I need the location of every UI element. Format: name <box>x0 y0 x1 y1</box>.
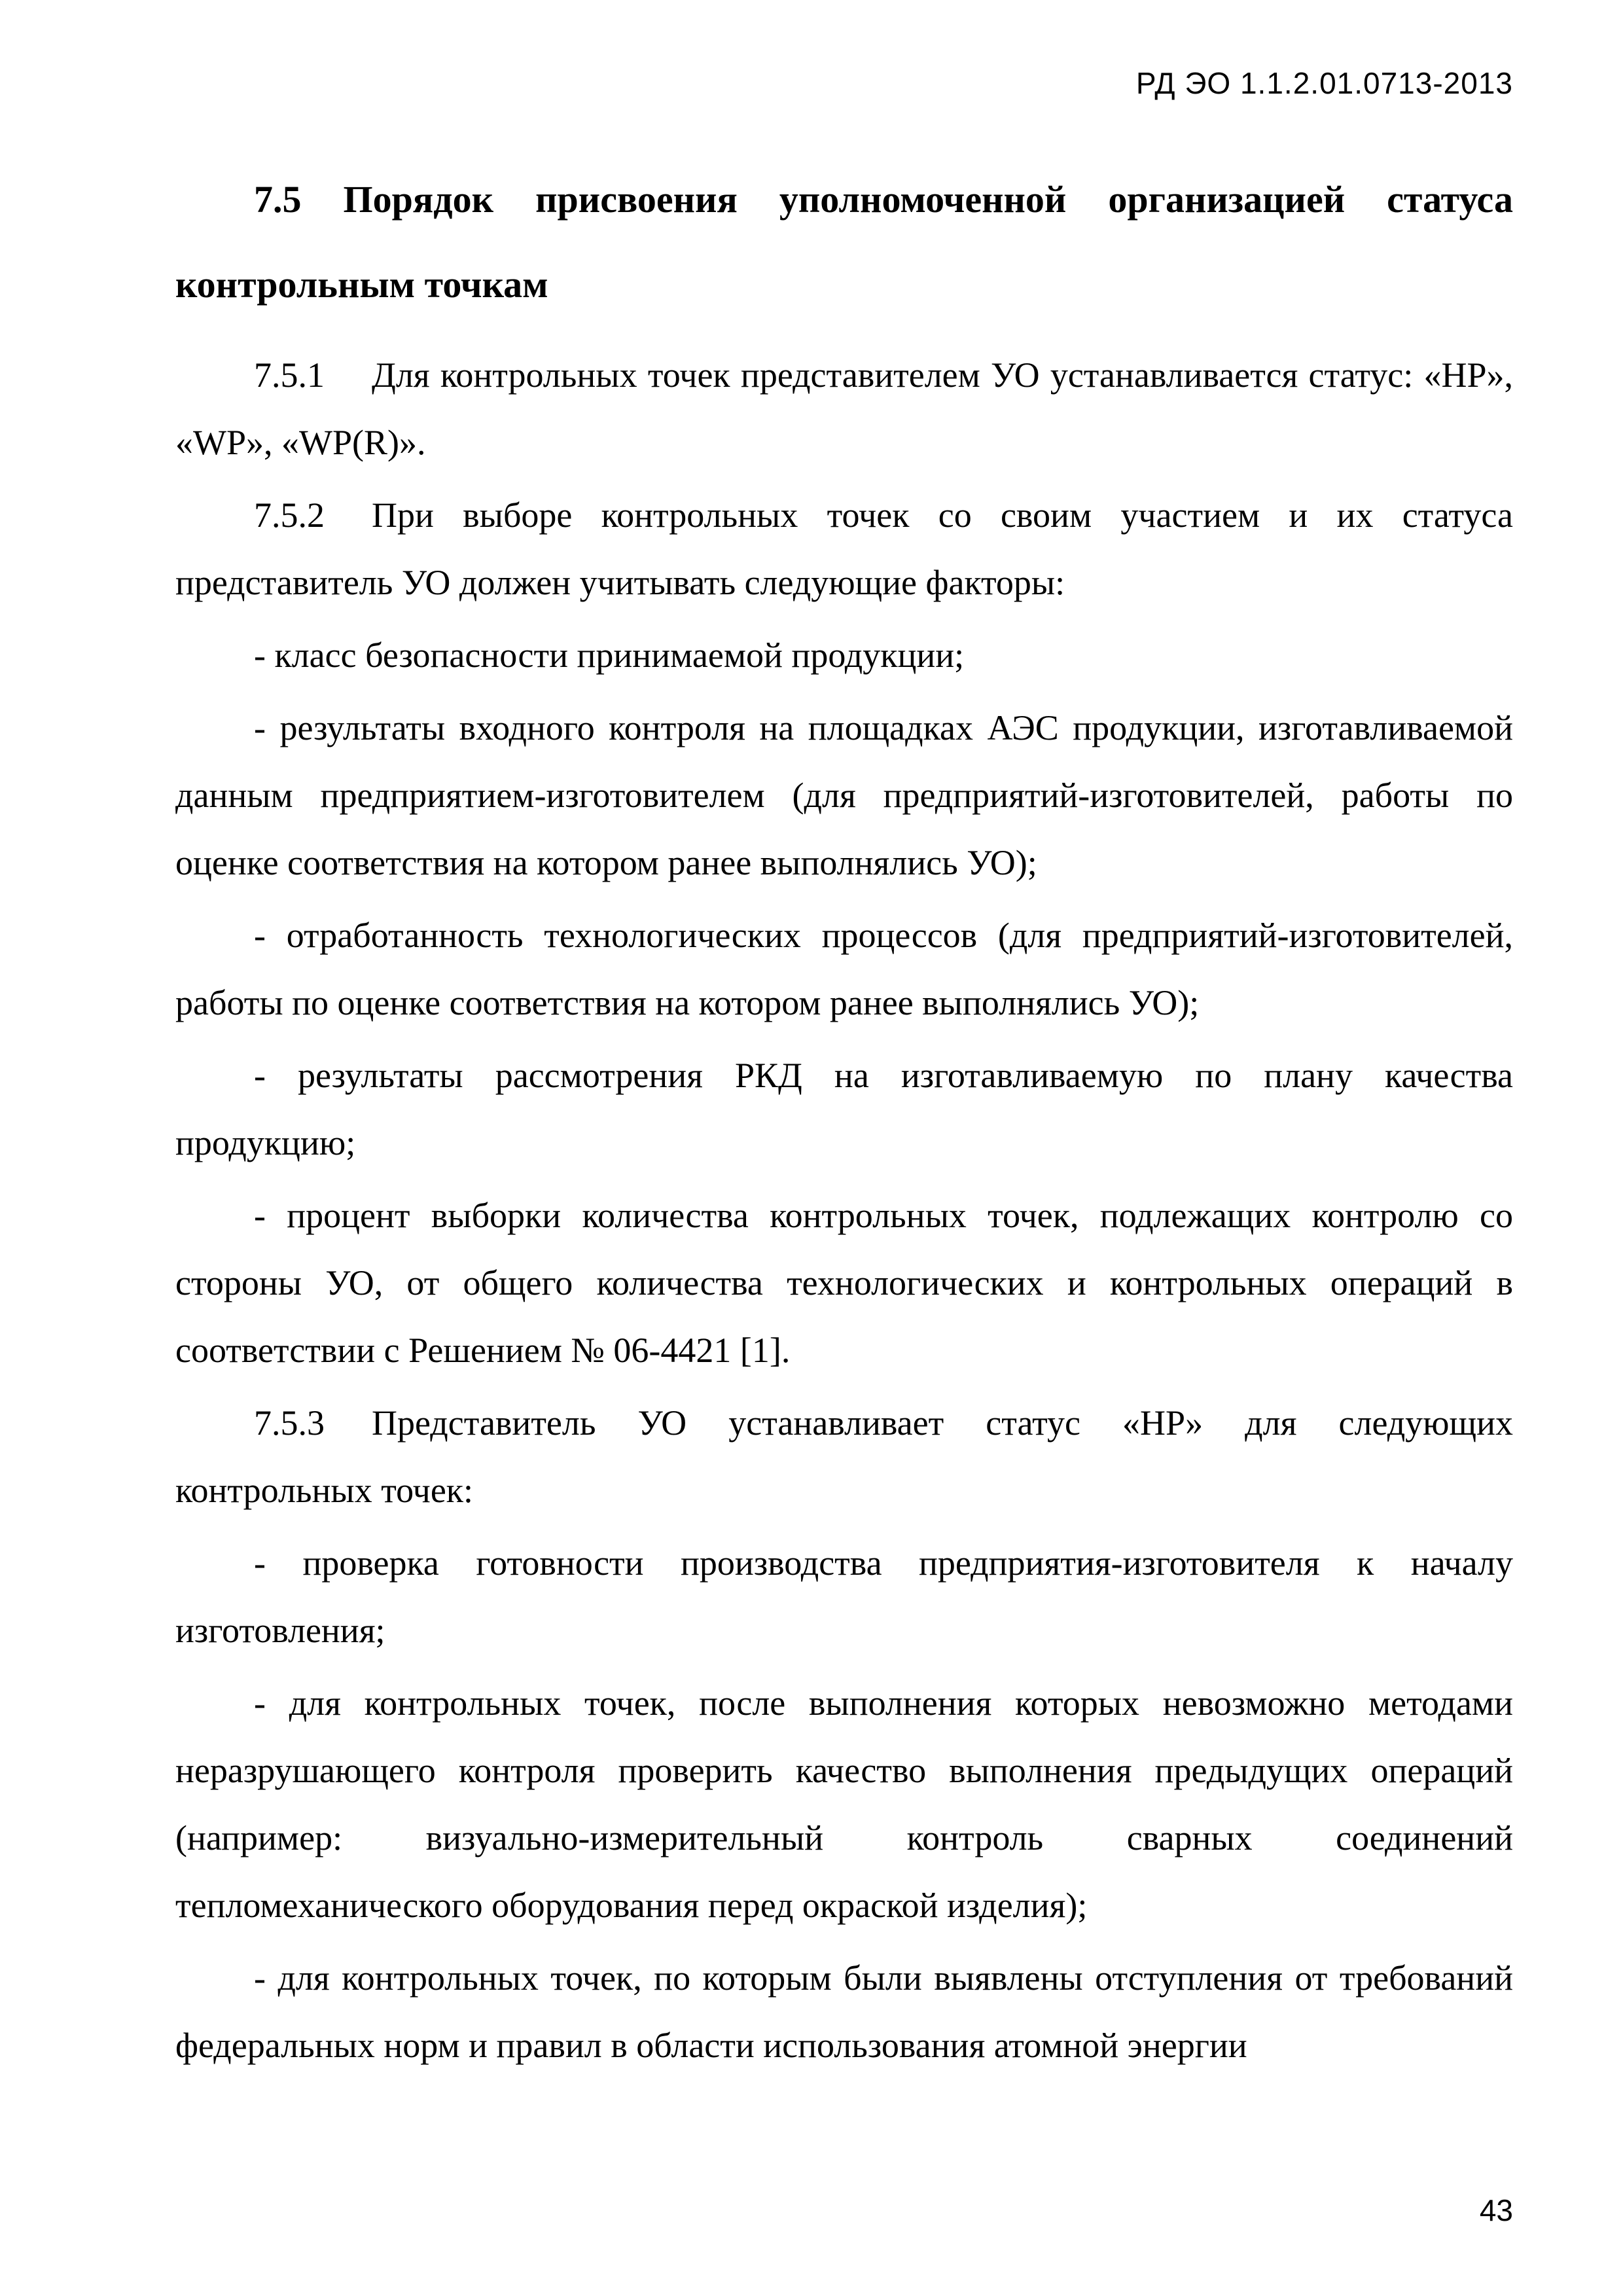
document-body <box>175 157 1513 2085</box>
list-item: - результаты входного контроля на площадках АЭС продукции, изготавливаемой данным предприятием-изготовителем (для предприятий-изготовителей, работы по оценке соответствия на котором ранее выполнялись УО); <box>175 708 1513 882</box>
list-item: - проверка готовности производства предприятия-изготовителя к началу изготовления; <box>175 1543 1513 1650</box>
page-number: 43 <box>1479 2193 1513 2227</box>
paragraph-number: 7.5.1 <box>254 355 325 395</box>
paragraph-text: Для контрольных точек представителем УО устанавливается статус: «HP», «WP», «WP(R)». <box>175 355 1513 462</box>
paragraph-7-5-1 <box>175 342 1513 476</box>
list-item: - результаты рассмотрения РКД на изготавливаемую по плану качества продукцию; <box>175 1056 1513 1162</box>
section-heading: 7.5 Порядок присвоения уполномоченной организацией статуса контрольным точкам <box>175 178 1513 306</box>
paragraph-text: При выборе контрольных точек со своим участием и их статуса представитель УО должен учитывать следующие факторы: <box>175 495 1513 602</box>
list-item: - класс безопасности принимаемой продукции; <box>254 636 965 675</box>
paragraph-7-5-3 <box>175 1390 1513 1524</box>
list-item: - для контрольных точек, по которым были выявлены отступления от требований федеральных норм и правил в области использования атомной энергии <box>175 1958 1513 2065</box>
list-item: - процент выборки количества контрольных точек, подлежащих контролю со стороны УО, от общего количества технологических и контрольных операций в соответствии с Решением № 06-4421 [1]. <box>175 1196 1513 1370</box>
paragraph-number: 7.5.2 <box>254 495 325 535</box>
paragraph-text: Представитель УО устанавливает статус «HP» для следующих контрольных точек: <box>175 1403 1513 1510</box>
document-code-header: РД ЭО 1.1.2.01.0713-2013 <box>1135 66 1513 100</box>
paragraph-number: 7.5.3 <box>254 1403 325 1443</box>
paragraph-7-5-2 <box>175 482 1513 617</box>
list-item: - отработанность технологических процессов (для предприятий-изготовителей, работы по оценке соответствия на котором ранее выполнялись УО); <box>175 916 1513 1022</box>
list-item: - для контрольных точек, после выполнения которых невозможно методами неразрушающего контроля проверить качество выполнения предыдущих операций (например: визуально-измерительный контроль сварных соединений тепломеханического оборудования перед окраской изделия); <box>175 1683 1513 1925</box>
